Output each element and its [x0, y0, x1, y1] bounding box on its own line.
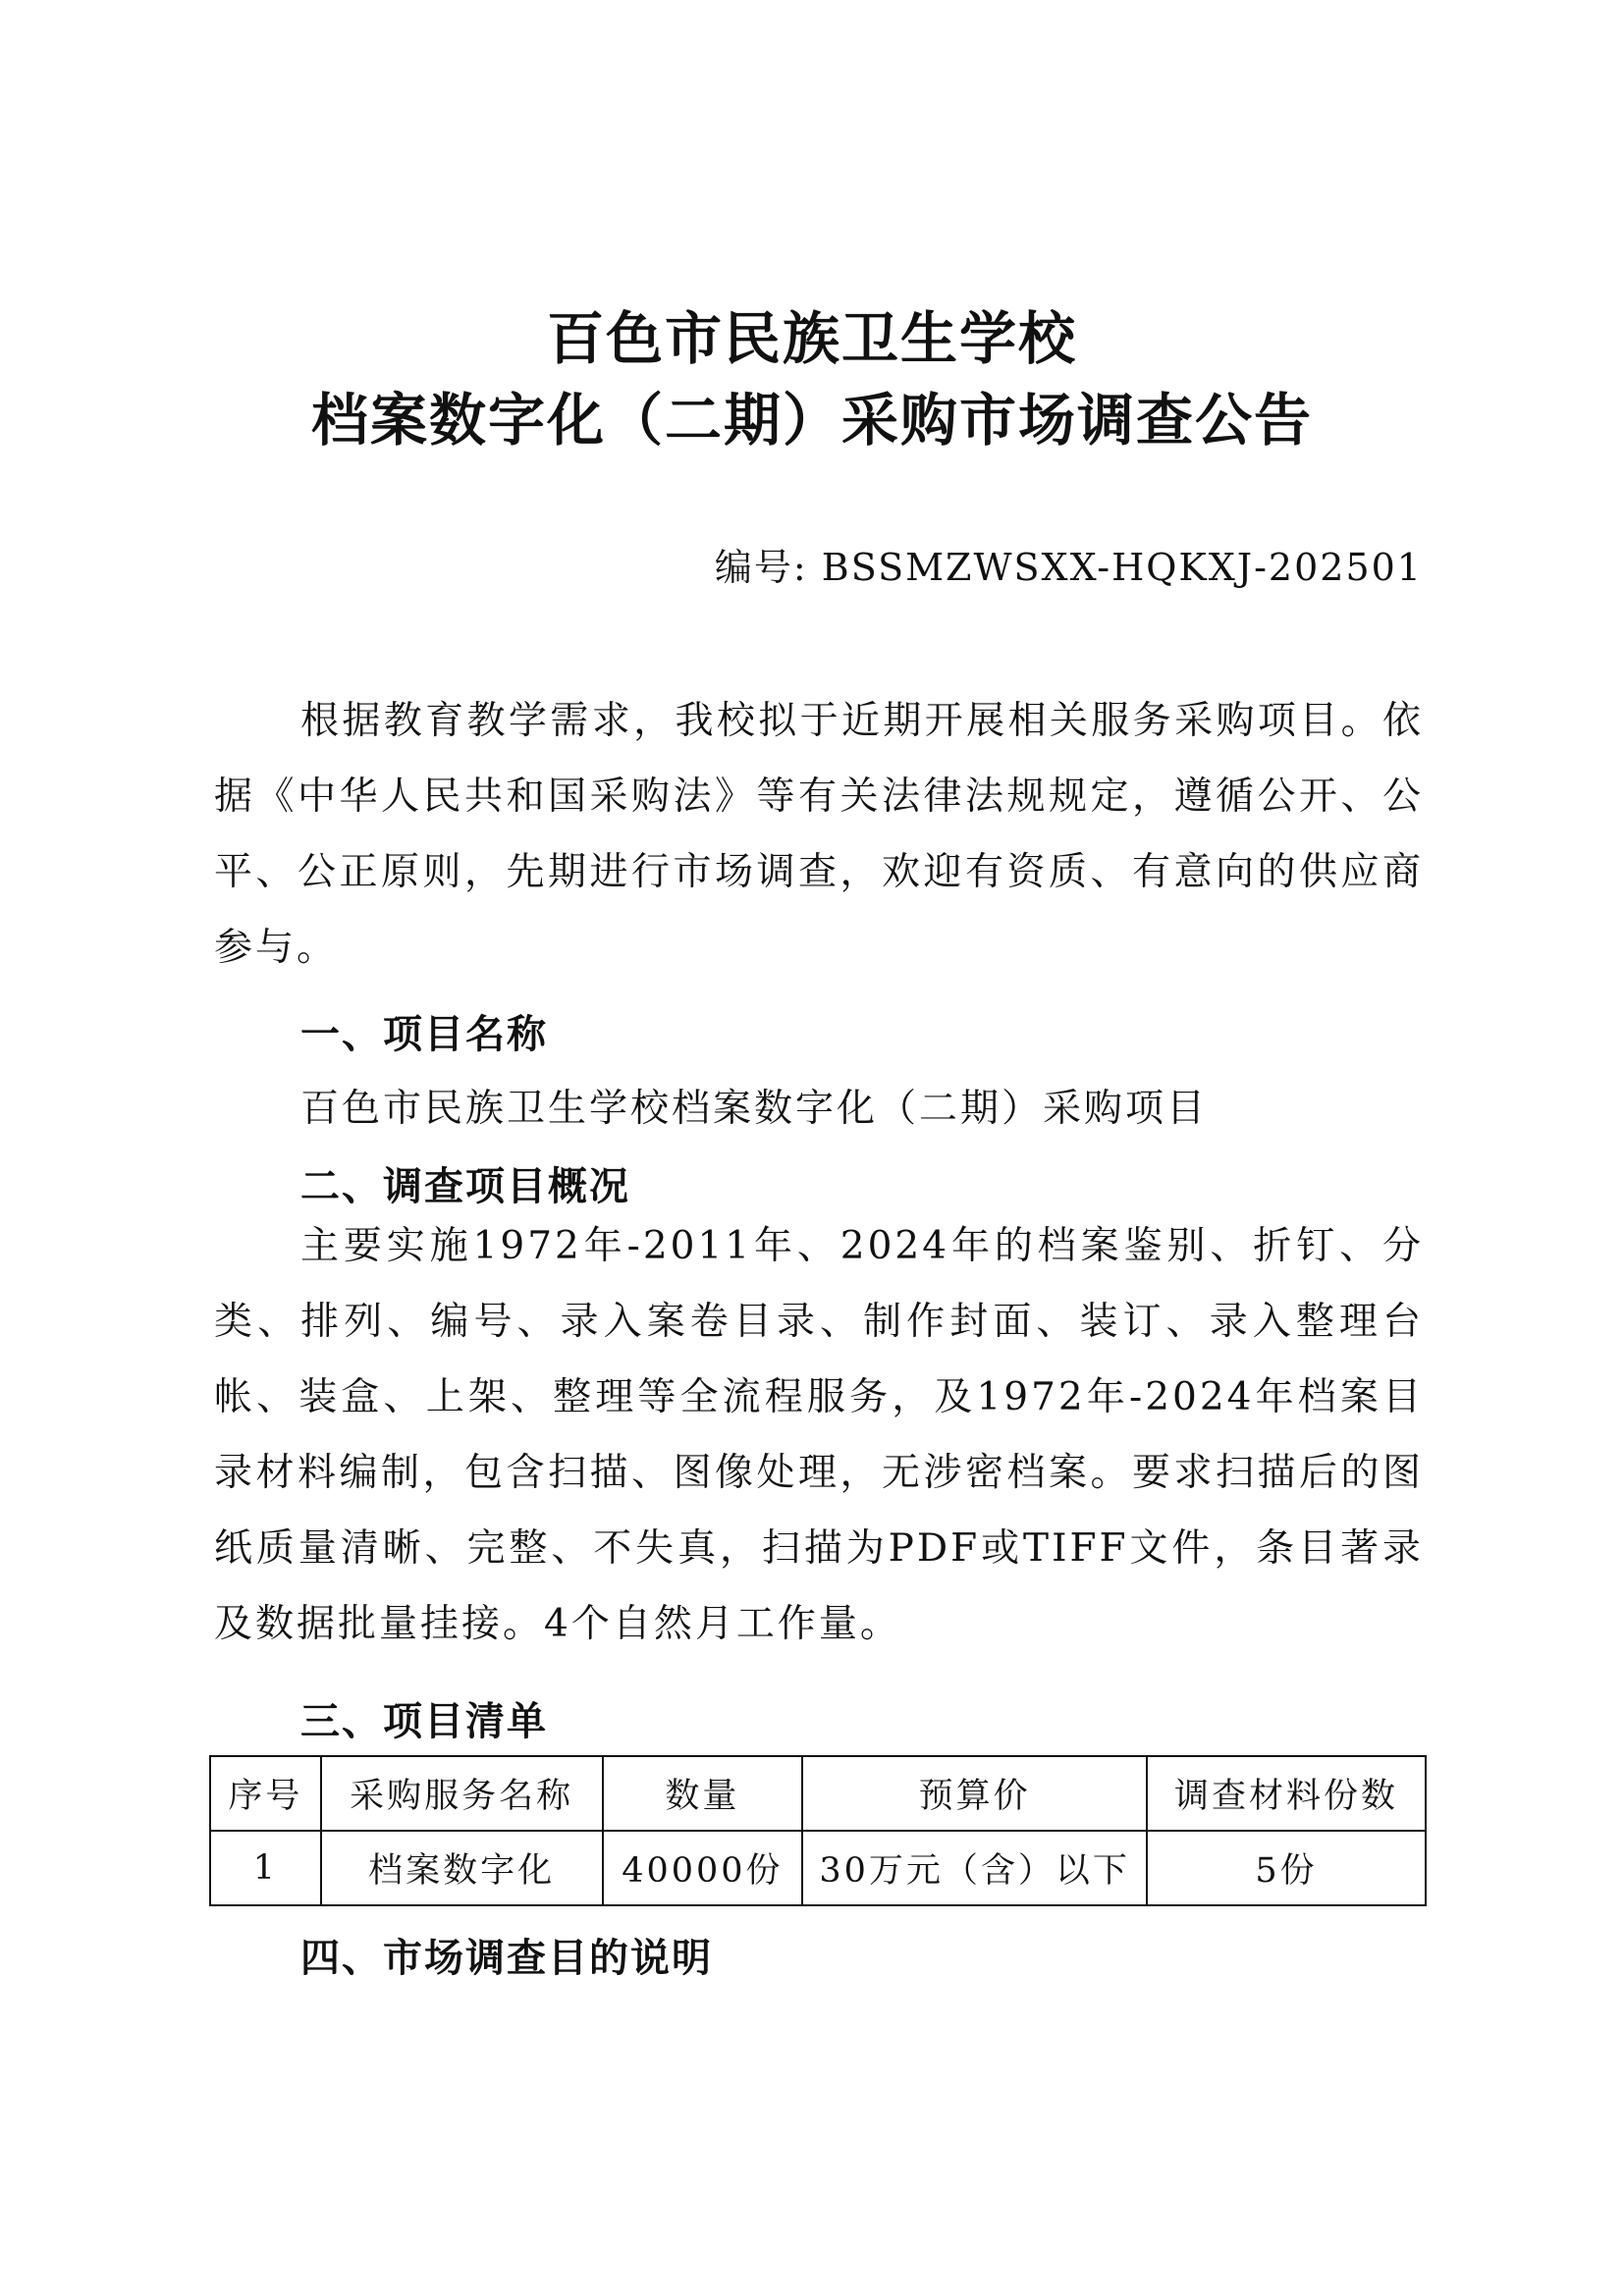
section-heading-project-name: 一、项目名称 [300, 1012, 548, 1057]
table-header-cell: 数量 [603, 1756, 803, 1831]
table-header-cell: 预算价 [802, 1756, 1147, 1831]
table-cell-budget: 30万元（含）以下 [802, 1831, 1147, 1905]
document-number: 编号: BSSMZWSXX-HQKXJ-202501 [714, 546, 1423, 589]
table-cell-service-name: 档案数字化 [321, 1831, 603, 1905]
table-header-cell: 采购服务名称 [321, 1756, 603, 1831]
table-header-cell: 序号 [210, 1756, 321, 1831]
table-header-cell: 调查材料份数 [1147, 1756, 1426, 1831]
table-header-row [210, 1756, 1426, 1831]
project-name-text: 百色市民族卫生学校档案数字化（二期）采购项目 [300, 1087, 1209, 1131]
section-heading-purpose: 四、市场调查目的说明 [300, 1936, 713, 1981]
document-title-line-2: 档案数字化（二期）采购市场调查公告 [310, 387, 1313, 454]
table-cell-index: 1 [210, 1831, 321, 1905]
document-title-line-1: 百色市民族卫生学校 [546, 305, 1077, 372]
table-cell-quantity: 40000份 [603, 1831, 803, 1905]
intro-paragraph: 根据教育教学需求，我校拟于近期开展相关服务采购项目。依据《中华人民共和国采购法》等有关法律法规规定，遵循公开、公平、公正原则，先期进行市场调查，欢迎有资质、有意向的供应商参与。 [214, 699, 1424, 970]
overview-paragraph: 主要实施1972年-2011年、2024年的档案鉴别、折钉、分类、排列、编号、录入案卷目录、制作封面、装订、录入整理台帐、装盒、上架、整理等全流程服务，及1972年-2024年档案目录材料编制，包含扫描、图像处理，无涉密档案。要求扫描后的图纸质量清晰、完整、不失真，扫描为PDF或TIFF文件，条目著录及数据批量挂接。4个自然月工作量。 [214, 1224, 1424, 1646]
table-cell-copies: 5份 [1147, 1831, 1426, 1905]
section-heading-overview: 二、调查项目概况 [300, 1164, 630, 1209]
item-list-table [209, 1755, 1427, 1906]
section-heading-item-list: 三、项目清单 [300, 1699, 548, 1744]
table-row [210, 1831, 1426, 1905]
